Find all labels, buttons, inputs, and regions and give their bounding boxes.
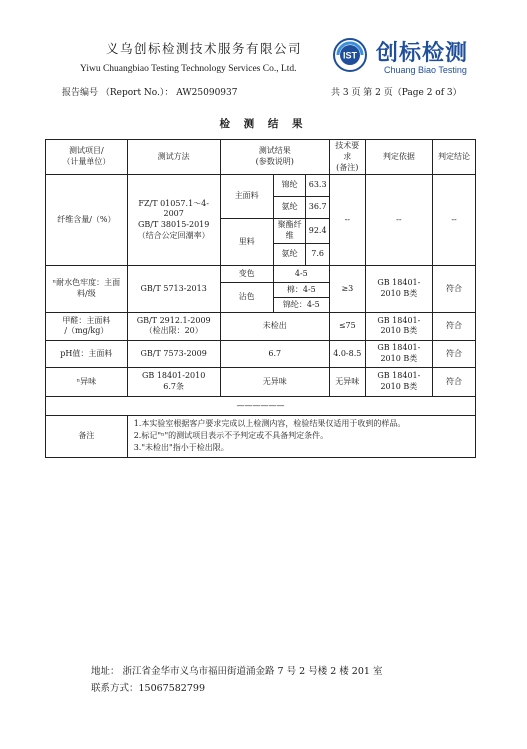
ph-requirement: 4.0-8.5 [329, 340, 365, 367]
formaldehyde-conclusion: 符合 [433, 312, 476, 340]
water-requirement: ≥3 [329, 265, 365, 312]
water-change-label: 变色 [220, 265, 273, 282]
end-separator: —————— [46, 396, 476, 415]
water-stain-nylon: 锦纶：4-5 [273, 297, 329, 312]
table-row [46, 312, 476, 340]
odor-requirement: 无异味 [329, 367, 365, 396]
header-item: 测试项目/ （计量单位） [46, 140, 128, 175]
fiber-item: 纤维含量/（%） [46, 175, 128, 266]
header-basis: 判定依据 [365, 140, 432, 175]
formaldehyde-method: GB/T 2912.1-2009 （检出限：20） [127, 312, 220, 340]
fiber-conclusion: -- [433, 175, 476, 266]
company-logo-icon [333, 38, 367, 72]
water-conclusion: 符合 [433, 265, 476, 312]
table-row [46, 415, 476, 457]
note-line: 1.本实验室根据客户要求完成以上检测内容，检验结果仅适用于收到的样品。 [133, 419, 406, 429]
logo-text-en: Chuang Biao Testing [384, 65, 467, 75]
footer-contact: 联系方式：15067582799 [91, 683, 205, 694]
logo-text-cn: 创标检测 [376, 41, 469, 66]
fiber-main-name-1: 锦纶 [273, 175, 306, 197]
fiber-main-value-1: 63.3 [306, 175, 329, 197]
odor-item: ⁿ异味 [46, 367, 128, 396]
ph-basis: GB 18401-2010 B类 [365, 340, 432, 367]
fiber-main-label: 主面料 [220, 175, 273, 219]
odor-method: GB 18401-2010 6.7条 [127, 367, 220, 396]
header-conclusion: 判定结论 [433, 140, 476, 175]
table-row [46, 396, 476, 415]
formaldehyde-item: 甲醛：主面料 /（mg/kg） [46, 312, 128, 340]
formaldehyde-requirement: ≤75 [329, 312, 365, 340]
company-name-cn: 义乌创标检测技术服务有限公司 [106, 41, 303, 56]
fiber-main-name-2: 氨纶 [273, 197, 306, 219]
fiber-method: FZ/T 01057.1～4-2007 GB/T 38015-2019 （结合公定回潮率） [127, 175, 220, 266]
water-method: GB/T 5713-2013 [127, 265, 220, 312]
note-line: 2.标记"ⁿ"的测试项目表示不予判定或不具备判定条件。 [133, 431, 329, 441]
formaldehyde-basis: GB 18401-2010 B类 [365, 312, 432, 340]
header-requirement: 技术要求 (备注) [329, 140, 365, 175]
fiber-lining-value-1: 92.4 [306, 219, 329, 244]
fiber-lining-name-2: 氨纶 [273, 243, 306, 265]
footer-address: 地址： 浙江省金华市义乌市福田街道涌金路 7 号 2 号楼 2 楼 201 室 [91, 666, 383, 677]
page-info: 共 3 页 第 2 页（Page 2 of 3） [331, 88, 462, 98]
formaldehyde-result: 未检出 [220, 312, 329, 340]
water-stain-cotton: 棉：4-5 [273, 282, 329, 297]
water-change-value: 4-5 [273, 265, 329, 282]
results-table [45, 139, 476, 458]
section-title: 检 测 结 果 [219, 118, 308, 130]
ph-item: pH值：主面料 [46, 340, 128, 367]
fiber-basis: -- [365, 175, 432, 266]
notes-content [127, 415, 475, 457]
fiber-lining-name-1: 聚酯纤维 [273, 219, 306, 244]
odor-result: 无异味 [220, 367, 329, 396]
table-row [46, 175, 476, 197]
logo-badge-text: IST [342, 50, 358, 61]
header-method: 测试方法 [127, 140, 220, 175]
ph-conclusion: 符合 [433, 340, 476, 367]
note-line: 3."未检出"指小于检出限。 [133, 443, 229, 453]
report-number: 报告编号 （Report No.）： AW25090937 [62, 88, 238, 98]
odor-basis: GB 18401-2010 B类 [365, 367, 432, 396]
header-result: 测试结果 (参数说明) [220, 140, 329, 175]
water-basis: GB 18401-2010 B类 [365, 265, 432, 312]
fiber-main-value-2: 36.7 [306, 197, 329, 219]
table-row [46, 265, 476, 282]
fiber-requirement: -- [329, 175, 365, 266]
notes-label: 备注 [46, 415, 128, 457]
table-row [46, 367, 476, 396]
fiber-lining-label: 里料 [220, 219, 273, 266]
ph-method: GB/T 7573-2009 [127, 340, 220, 367]
table-header-row [46, 140, 476, 175]
water-item: ⁿ耐水色牢度：主面料/级 [46, 265, 128, 312]
odor-conclusion: 符合 [433, 367, 476, 396]
ph-result: 6.7 [220, 340, 329, 367]
table-row [46, 340, 476, 367]
company-name-en: Yiwu Chuangbiao Testing Technology Services Co., Ltd. [80, 64, 297, 74]
water-stain-label: 沾色 [220, 282, 273, 312]
fiber-lining-value-2: 7.6 [306, 243, 329, 265]
